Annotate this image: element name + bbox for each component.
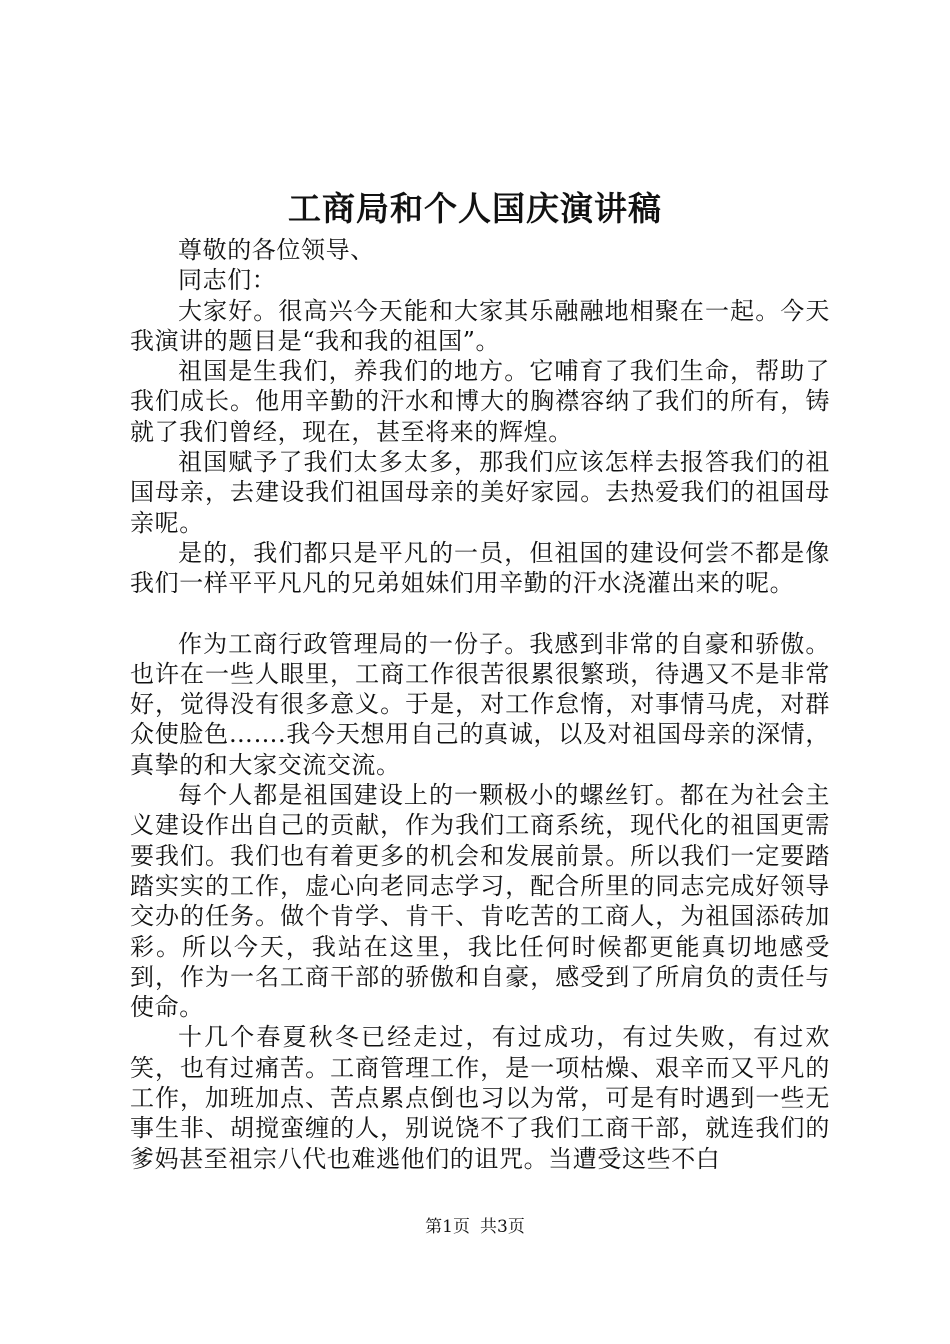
body-paragraph: 作为工商行政管理局的一份子。我感到非常的自豪和骄傲。也许在一些人眼里，工商工作很苦很累很繁琐，待遇又不是非常好，觉得没有很多意义。于是，对工作怠惰，对事情马虎，对群众使脸色…….我今天想用自己的真诚，以及对祖国母亲的深情，真挚的和大家交流交流。	[130, 629, 830, 779]
body-paragraph: 是的，我们都只是平凡的一员，但祖国的建设何尝不都是像我们一样平平凡凡的兄弟姐妹们用辛勤的汗水浇灌出来的呢。	[130, 538, 830, 598]
page-number: 第1页	[425, 1217, 470, 1237]
body-paragraph: 大家好。很高兴今天能和大家其乐融融地相聚在一起。今天我演讲的题目是“我和我的祖国”。	[130, 296, 830, 355]
page-footer	[0, 1216, 950, 1238]
document-title: 工商局和个人国庆演讲稿	[288, 189, 662, 228]
salutation-line: 尊敬的各位领导、	[178, 236, 375, 264]
body-paragraph: 每个人都是祖国建设上的一颗极小的螺丝钉。都在为社会主义建设作出自己的贡献，作为我们工商系统，现代化的祖国更需要我们。我们也有着更多的机会和发展前景。所以我们一定要踏踏实实的工作，虚心向老同志学习，配合所里的同志完成好领导交办的任务。做个肯学、肯干、肯吃苦的工商人，为祖国添砖加彩。所以今天，我站在这里，我比任何时候都更能真切地感受到，作为一名工商干部的骄傲和自豪，感受到了所肩负的责任与使命。	[130, 781, 830, 1022]
document-body	[130, 235, 830, 1174]
body-paragraph: 祖国赋予了我们太多太多，那我们应该怎样去报答我们的祖国母亲，去建设我们祖国母亲的美好家园。去热爱我们的祖国母亲呢。	[130, 448, 830, 537]
body-paragraph: 十几个春夏秋冬已经走过，有过成功，有过失败，有过欢笑，也有过痛苦。工商管理工作，是一项枯燥、艰辛而又平凡的工作，加班加点、苦点累点倒也习以为常，可是有时遇到一些无事生非、胡搅蛮缠的人，别说饶不了我们工商干部，就连我们的爹妈甚至祖宗八代也难逃他们的诅咒。当遭受这些不白	[130, 1023, 830, 1173]
salutation-line: 同志们：	[178, 266, 277, 295]
body-paragraph: 祖国是生我们，养我们的地方。它哺育了我们生命，帮助了我们成长。他用辛勤的汗水和博大的胸襟容纳了我们的所有，铸就了我们曾经，现在，甚至将来的辉煌。	[130, 357, 830, 446]
page-total: 共3页	[480, 1217, 525, 1237]
